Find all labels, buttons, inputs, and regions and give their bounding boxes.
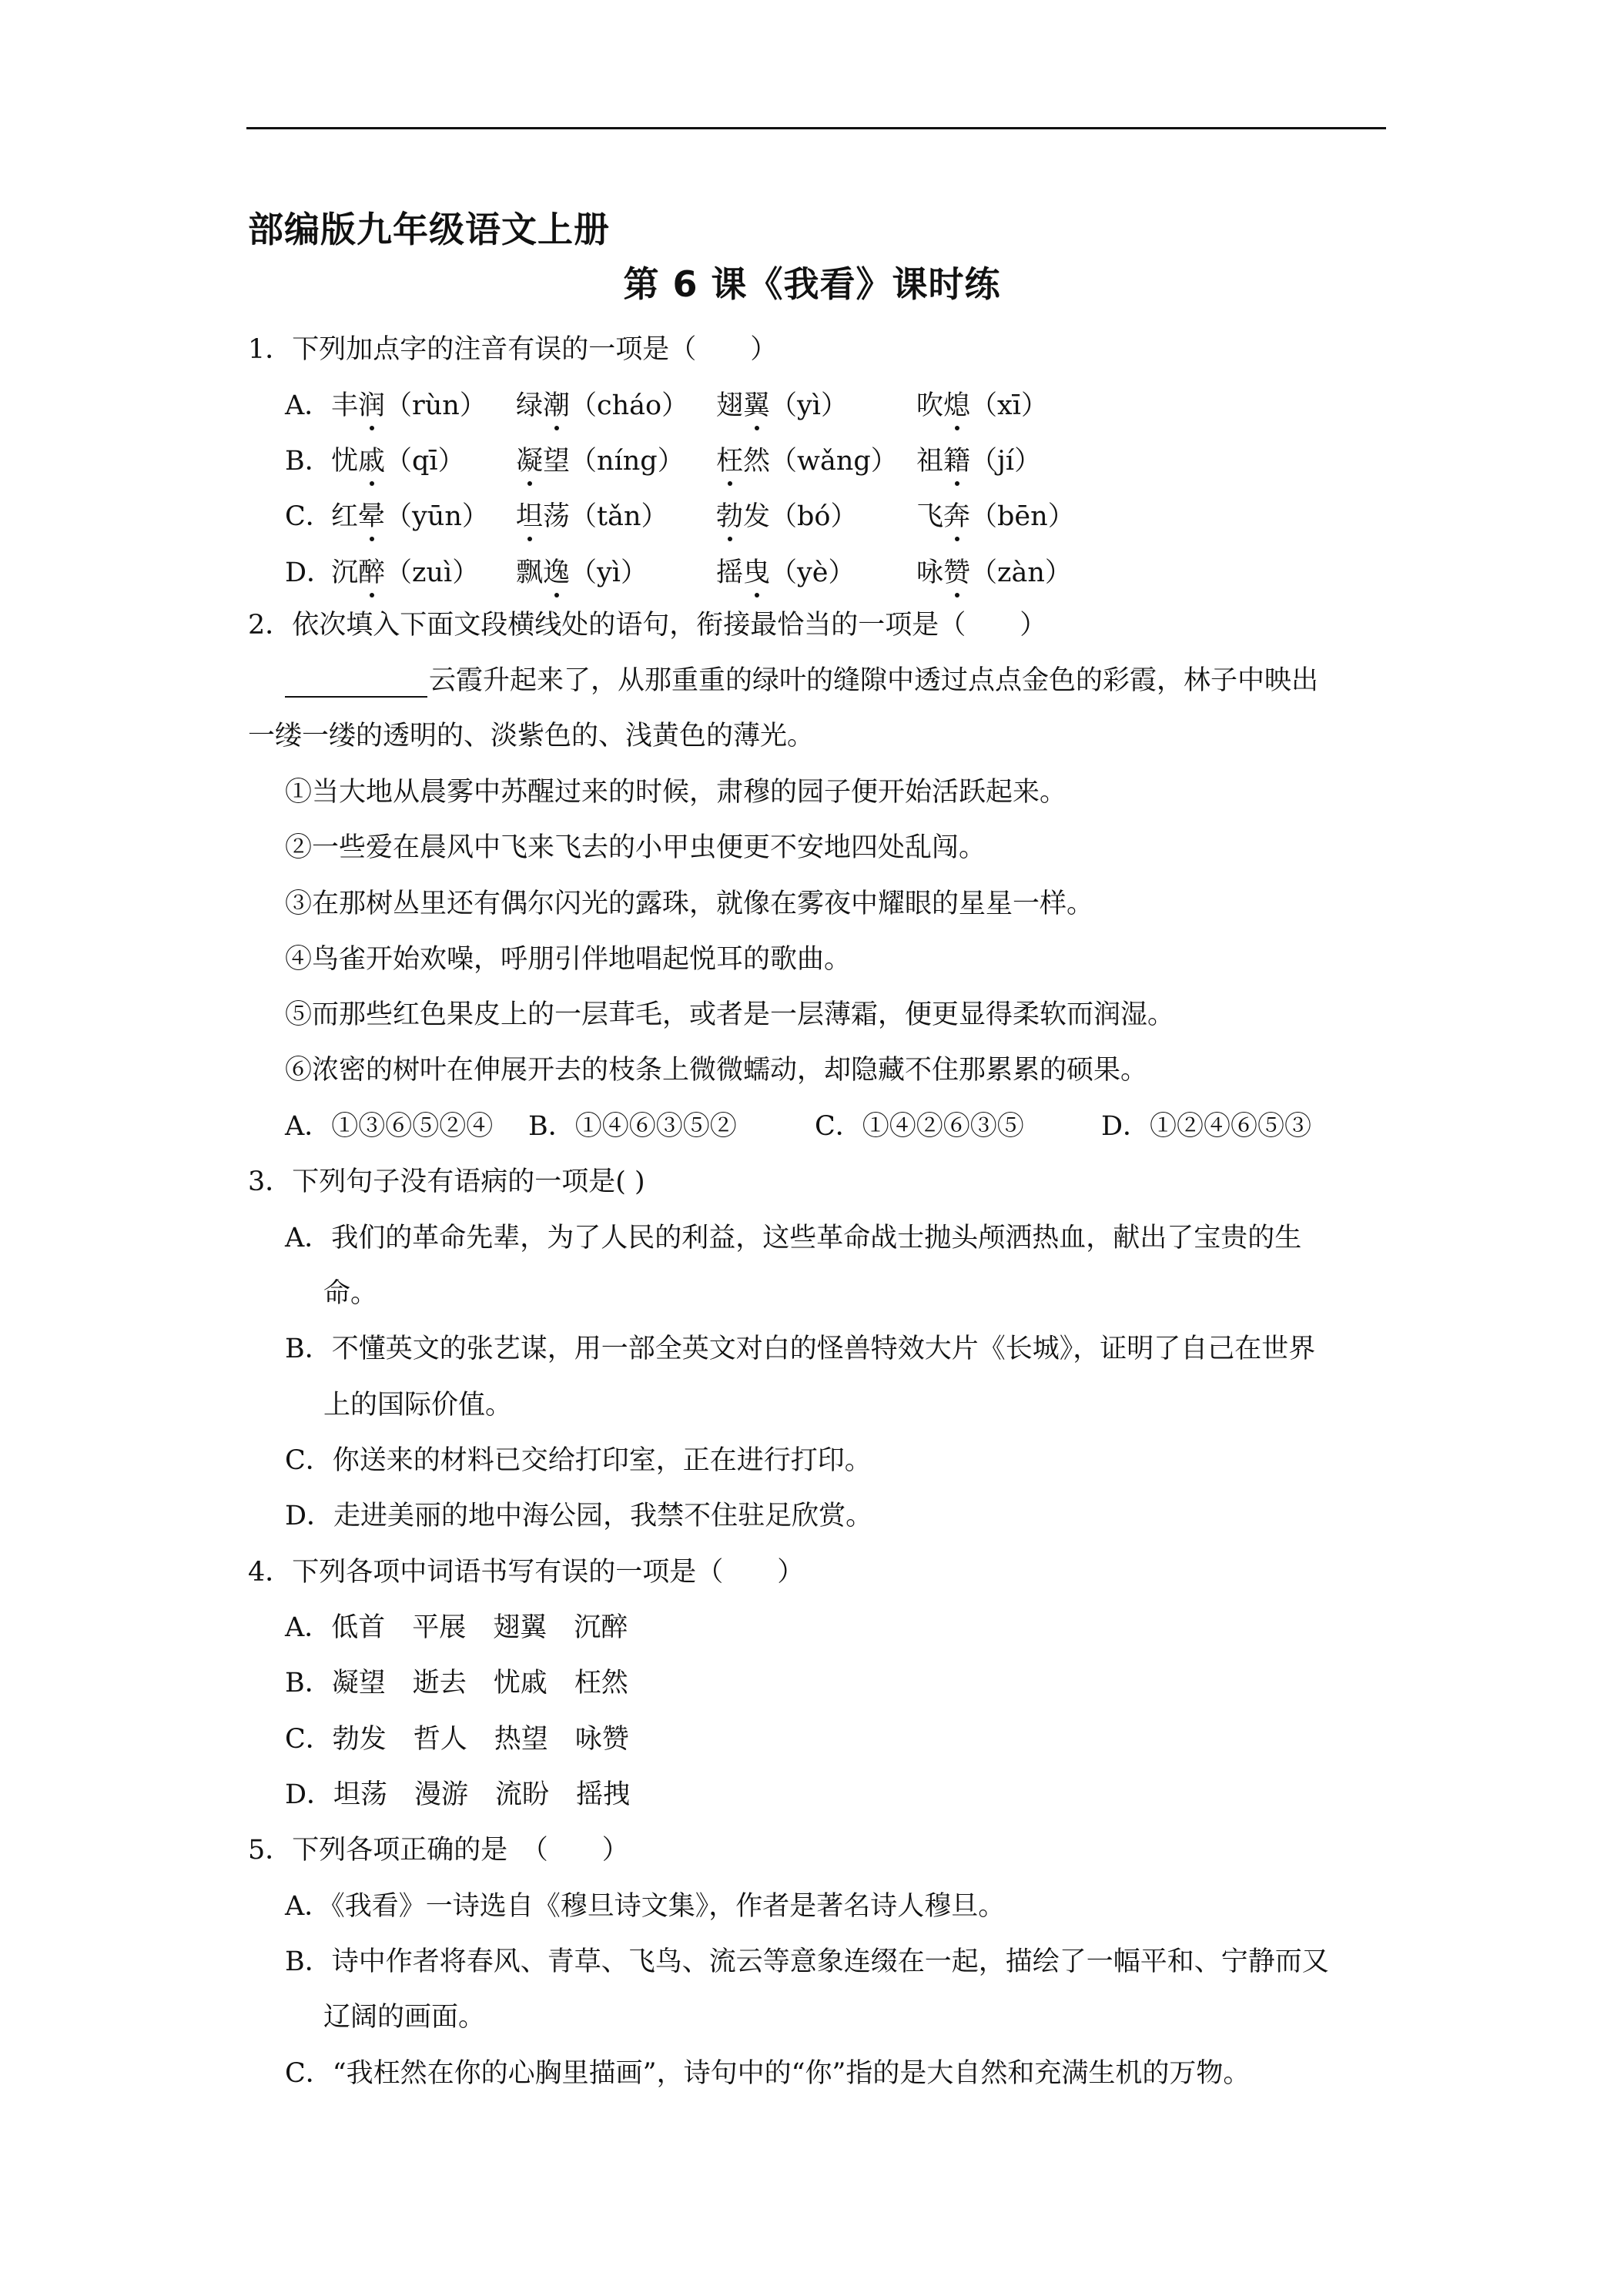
sentence-3: ③在那树丛里还有偶尔闪光的露珠，就像在雾夜中耀眼的星星一样。 — [285, 889, 1094, 919]
dotted-char: 润 — [358, 390, 386, 421]
pinyin: （yè） — [770, 557, 856, 588]
word-char: 望 — [543, 446, 571, 477]
q2-option-b: B．①④⑥③⑤② — [528, 1111, 737, 1142]
q1-word — [916, 556, 1072, 590]
pinyin: （tǎn） — [570, 501, 668, 532]
dotted-char: 坦 — [516, 501, 544, 532]
pinyin: （wǎng） — [770, 446, 898, 477]
dotted-char: 赞 — [943, 557, 971, 588]
lesson-title: 第 6 课《我看》课时练 — [623, 263, 1001, 305]
q1-word — [716, 444, 898, 478]
dotted-char: 戚 — [358, 446, 386, 477]
q1-option-label: A． — [285, 390, 332, 421]
q3-option-b: B．不懂英文的张艺谋，用一部全英文对白的怪兽特效大片《长城》，证明了自己在世界 — [285, 1334, 1316, 1364]
q4-option-b: B．凝望 逝去 忧戚 枉然 — [285, 1668, 628, 1699]
q5-option-c: C．“我枉然在你的心胸里描画”，诗句中的“你”指的是大自然和充满生机的万物。 — [285, 2058, 1251, 2089]
q5-option-a: A．《我看》一诗选自《穆旦诗文集》，作者是著名诗人穆旦。 — [285, 1891, 1006, 1922]
word-char: 绿 — [516, 390, 544, 421]
q3-option-c: C．你送来的材料已交给打印室，正在进行打印。 — [285, 1445, 872, 1476]
word-char: 荡 — [543, 501, 571, 532]
q3-option-d: D．走进美丽的地中海公园，我禁不住驻足欣赏。 — [285, 1501, 873, 1531]
word-char: 发 — [743, 501, 771, 532]
word-char: 沉 — [331, 557, 359, 588]
question-2-stem: 2．依次填入下面文段横线处的语句，衔接最恰当的一项是（ ） — [248, 610, 1047, 641]
pinyin: （xī） — [970, 390, 1048, 421]
dotted-char: 逸 — [543, 557, 571, 588]
q1-word — [516, 444, 685, 478]
dotted-char: 勃 — [716, 501, 744, 532]
q1-word — [716, 500, 858, 534]
pinyin: （rùn） — [385, 390, 487, 421]
pinyin: （qī） — [385, 446, 465, 477]
sentence-1: ①当大地从晨雾中苏醒过来的时候，肃穆的园子便开始活跃起来。 — [285, 777, 1067, 808]
q1-word — [516, 556, 648, 590]
word-char: 祖 — [916, 446, 944, 477]
pinyin: （yì） — [570, 557, 648, 588]
word-char: 咏 — [916, 557, 944, 588]
q1-word — [916, 389, 1048, 423]
pinyin: （zuì） — [385, 557, 480, 588]
passage-line-1: 云霞升起来了，从那重重的绿叶的缝隙中透过点点金色的彩霞，林子中映出 — [285, 664, 1318, 698]
dotted-char: 奔 — [943, 501, 971, 532]
dotted-char: 潮 — [543, 390, 571, 421]
pinyin: （zàn） — [970, 557, 1072, 588]
q3-option-b-cont: 上的国际价值。 — [323, 1390, 513, 1421]
sentence-4: ④鸟雀开始欢噪，呼朋引伴地唱起悦耳的歌曲。 — [285, 944, 852, 975]
sentence-6: ⑥浓密的树叶在伸展开去的枝条上微微蠕动，却隐藏不住那累累的硕果。 — [285, 1055, 1148, 1086]
question-1-stem: 1．下列加点字的注音有误的一项是（ ） — [248, 334, 778, 365]
dotted-char: 翼 — [743, 390, 771, 421]
question-5-stem: 5．下列各项正确的是 （ ） — [248, 1835, 629, 1866]
q2-option-d: D．①②④⑥⑤③ — [1101, 1111, 1312, 1142]
q4-option-a: A．低首 平展 翅翼 沉醉 — [285, 1612, 628, 1643]
q1-word — [331, 556, 479, 590]
word-char: 翅 — [716, 390, 744, 421]
word-char: 然 — [743, 446, 771, 477]
sentence-2: ②一些爱在晨风中飞来飞去的小甲虫便更不安地四处乱闯。 — [285, 832, 986, 863]
q1-word — [916, 500, 1075, 534]
q5-option-b: B．诗中作者将春风、青草、飞鸟、流云等意象连缀在一起，描绘了一幅平和、宁静而又 — [285, 1946, 1329, 1977]
q1-word — [516, 389, 688, 423]
q3-option-a-cont: 命。 — [323, 1278, 378, 1309]
q4-option-c: C．勃发 哲人 热望 咏赞 — [285, 1724, 629, 1755]
q1-word — [331, 444, 465, 478]
fill-blank — [285, 670, 427, 698]
pinyin: （bó） — [770, 501, 858, 532]
dotted-char: 籍 — [943, 446, 971, 477]
word-char: 飞 — [916, 501, 944, 532]
document-title: 部编版九年级语文上册 — [248, 209, 610, 250]
pinyin: （yì） — [770, 390, 848, 421]
q1-word — [916, 444, 1041, 478]
header-rule — [246, 127, 1386, 129]
q1-word — [716, 389, 848, 423]
q1-option-label: C． — [285, 501, 333, 532]
pinyin: （jí） — [970, 446, 1042, 477]
passage-line-2: 一缕一缕的透明的、淡紫色的、浅黄色的薄光。 — [248, 721, 815, 751]
q4-option-d: D．坦荡 漫游 流盼 摇拽 — [285, 1779, 631, 1810]
word-char: 吹 — [916, 390, 944, 421]
sentence-5: ⑤而那些红色果皮上的一层茸毛，或者是一层薄霜，便更显得柔软而润湿。 — [285, 999, 1175, 1030]
word-char: 丰 — [331, 390, 359, 421]
question-3-stem: 3．下列句子没有语病的一项是( ) — [248, 1166, 645, 1197]
q2-option-a: A．①③⑥⑤②④ — [285, 1111, 494, 1142]
q3-option-a: A．我们的革命先辈，为了人民的利益，这些革命战士抛头颅洒热血，献出了宝贵的生 — [285, 1223, 1302, 1253]
dotted-char: 凝 — [516, 446, 544, 477]
question-4-stem: 4．下列各项中词语书写有误的一项是（ ） — [248, 1557, 805, 1588]
pinyin: （bēn） — [970, 501, 1075, 532]
dotted-char: 晕 — [358, 501, 386, 532]
word-char: 忧 — [331, 446, 359, 477]
q5-option-b-cont: 辽阔的画面。 — [323, 2002, 486, 2033]
q1-word — [331, 500, 489, 534]
q1-option-label: B． — [285, 446, 332, 477]
word-char: 红 — [331, 501, 359, 532]
pinyin: （cháo） — [570, 390, 689, 421]
q1-word — [331, 389, 487, 423]
q1-option-label: D． — [285, 557, 334, 588]
q1-word — [516, 500, 668, 534]
q2-option-c: C．①④②⑥③⑤ — [815, 1111, 1024, 1142]
dotted-char: 熄 — [943, 390, 971, 421]
dotted-char: 枉 — [716, 446, 744, 477]
q1-word — [716, 556, 856, 590]
dotted-char: 曳 — [743, 557, 771, 588]
word-char: 飘 — [516, 557, 544, 588]
dotted-char: 醉 — [358, 557, 386, 588]
pinyin: （yūn） — [385, 501, 489, 532]
word-char: 摇 — [716, 557, 744, 588]
pinyin: （níng） — [570, 446, 685, 477]
